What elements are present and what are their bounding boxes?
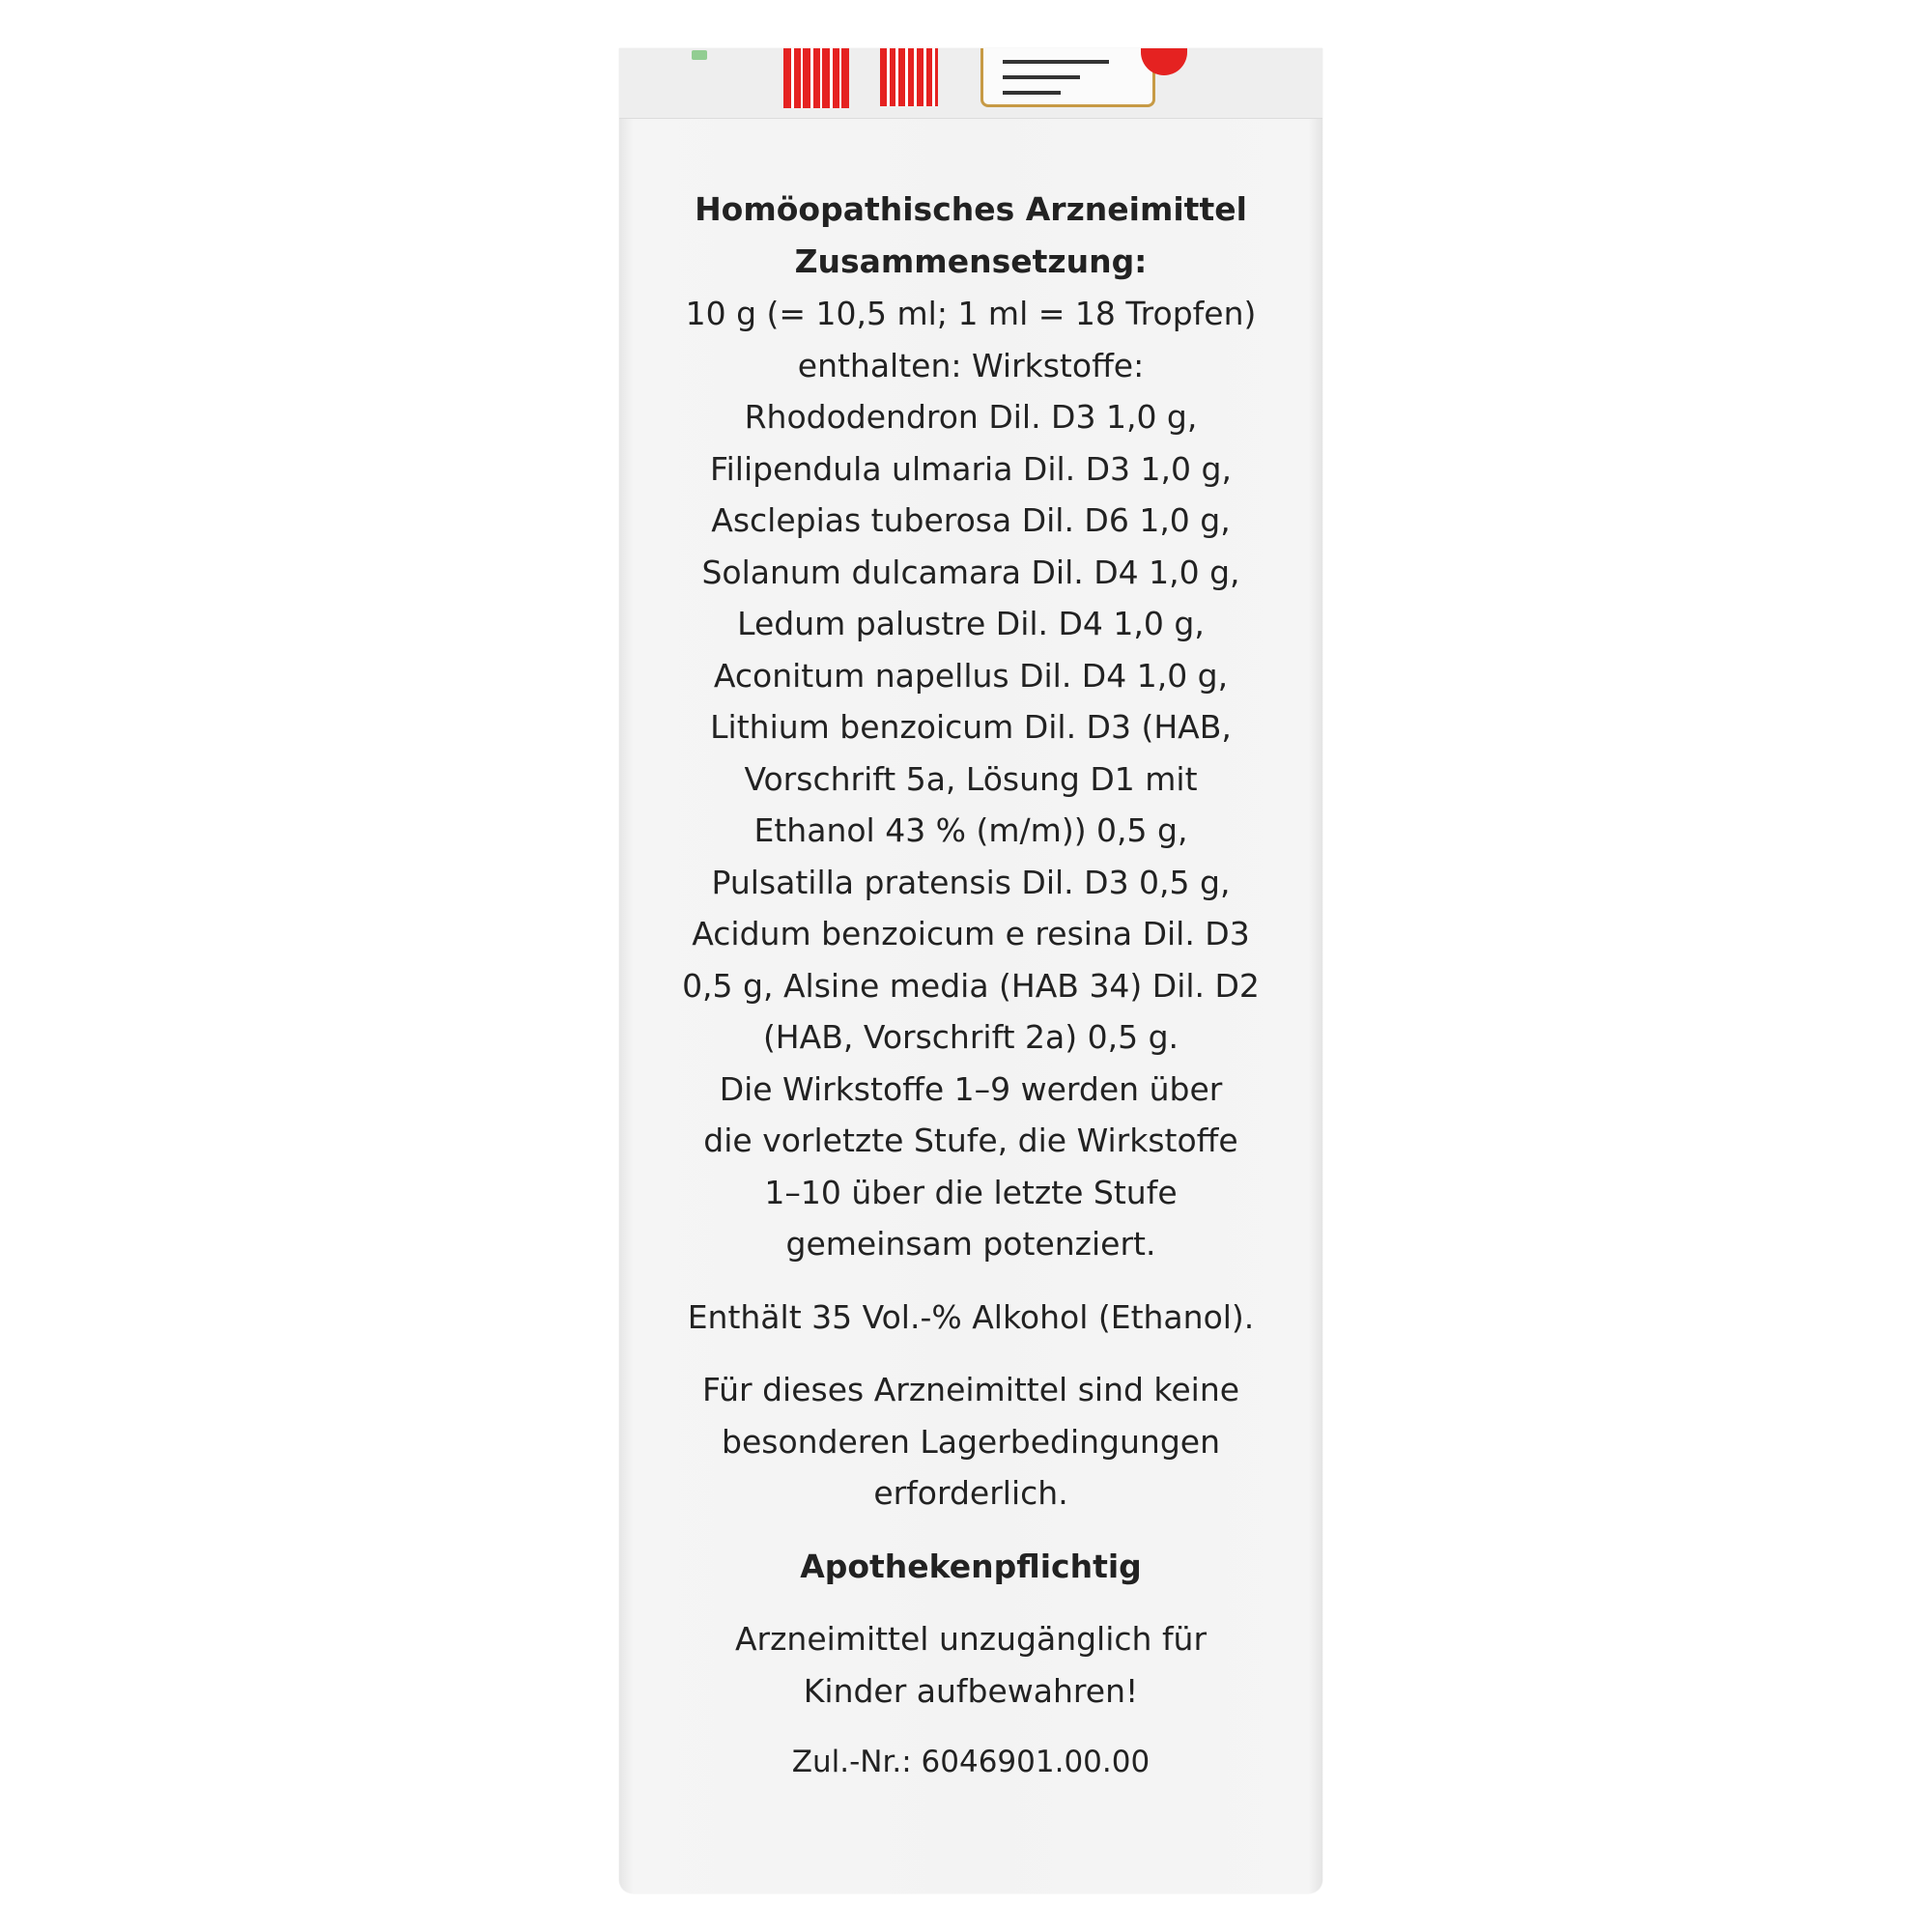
badge-line [1003,75,1080,79]
green-logo-mark [692,50,707,60]
composition-list [619,288,1322,1270]
storage-line: Für dieses Arzneimittel sind keine [701,1371,1240,1408]
children-warning [619,1613,1322,1717]
badge-line [1003,60,1109,64]
product-category-heading: Homöopathisches Arzneimittel [695,190,1247,228]
composition-line: (HAB, Vorschrift 2a) 0,5 g. [762,1018,1179,1056]
brand-lettering-red-secondary [880,48,938,106]
composition-line: Solanum dulcamara Dil. D4 1,0 g, [701,553,1240,591]
composition-line: Lithium benzoicum Dil. D3 (HAB, [710,708,1232,746]
composition-line: 10 g (= 10,5 ml; 1 ml = 18 Tropfen) [685,295,1257,332]
storage-line: besonderen Lagerbedingungen [722,1422,1220,1461]
composition-line: 1–10 über die letzte Stufe [764,1173,1178,1211]
composition-line: die vorletzte Stufe, die Wirkstoffe [703,1122,1238,1159]
gold-badge [980,48,1155,107]
composition-heading: Zusammensetzung: [794,242,1148,280]
composition-line: Acidum benzoicum e resina Dil. D3 [692,915,1250,952]
box-top-flap [619,48,1322,119]
composition-line: Rhododendron Dil. D3 1,0 g, [744,398,1198,436]
storage-note [619,1364,1322,1520]
composition-line: Vorschrift 5a, Lösung D1 mit [744,759,1198,798]
composition-line: Filipendula ulmaria Dil. D3 1,0 g, [710,449,1232,488]
approval-number: Zul.-Nr.: 6046901.00.00 [791,1745,1151,1779]
alcohol-note: Enthält 35 Vol.-% Alkohol (Ethanol). [687,1297,1255,1336]
composition-line: gemeinsam potenziert. [785,1225,1156,1263]
composition-line: Aconitum napellus Dil. D4 1,0 g, [713,656,1229,695]
children-warning-line: Arzneimittel unzugänglich für [734,1620,1208,1658]
label-text [619,184,1322,1786]
composition-line: Asclepias tuberosa Dil. D6 1,0 g, [711,501,1231,539]
composition-line: Die Wirkstoffe 1–9 werden über [719,1069,1223,1108]
children-warning-line: Kinder aufbewahren! [803,1671,1139,1710]
badge-line [1003,91,1061,95]
medicine-box-side [619,48,1322,1893]
storage-line: erforderlich. [873,1474,1068,1512]
composition-line: Pulsatilla pratensis Dil. D3 0,5 g, [711,863,1231,901]
composition-line: Ethanol 43 % (m/m)) 0,5 g, [753,811,1188,849]
composition-line: 0,5 g, Alsine media (HAB 34) Dil. D2 [682,966,1260,1005]
composition-line: enthalten: Wirkstoffe: [797,346,1145,384]
brand-lettering-red [783,48,849,108]
pharmacy-only-note: Apothekenpflichtig [800,1547,1142,1585]
composition-line: Ledum palustre Dil. D4 1,0 g, [737,605,1205,642]
